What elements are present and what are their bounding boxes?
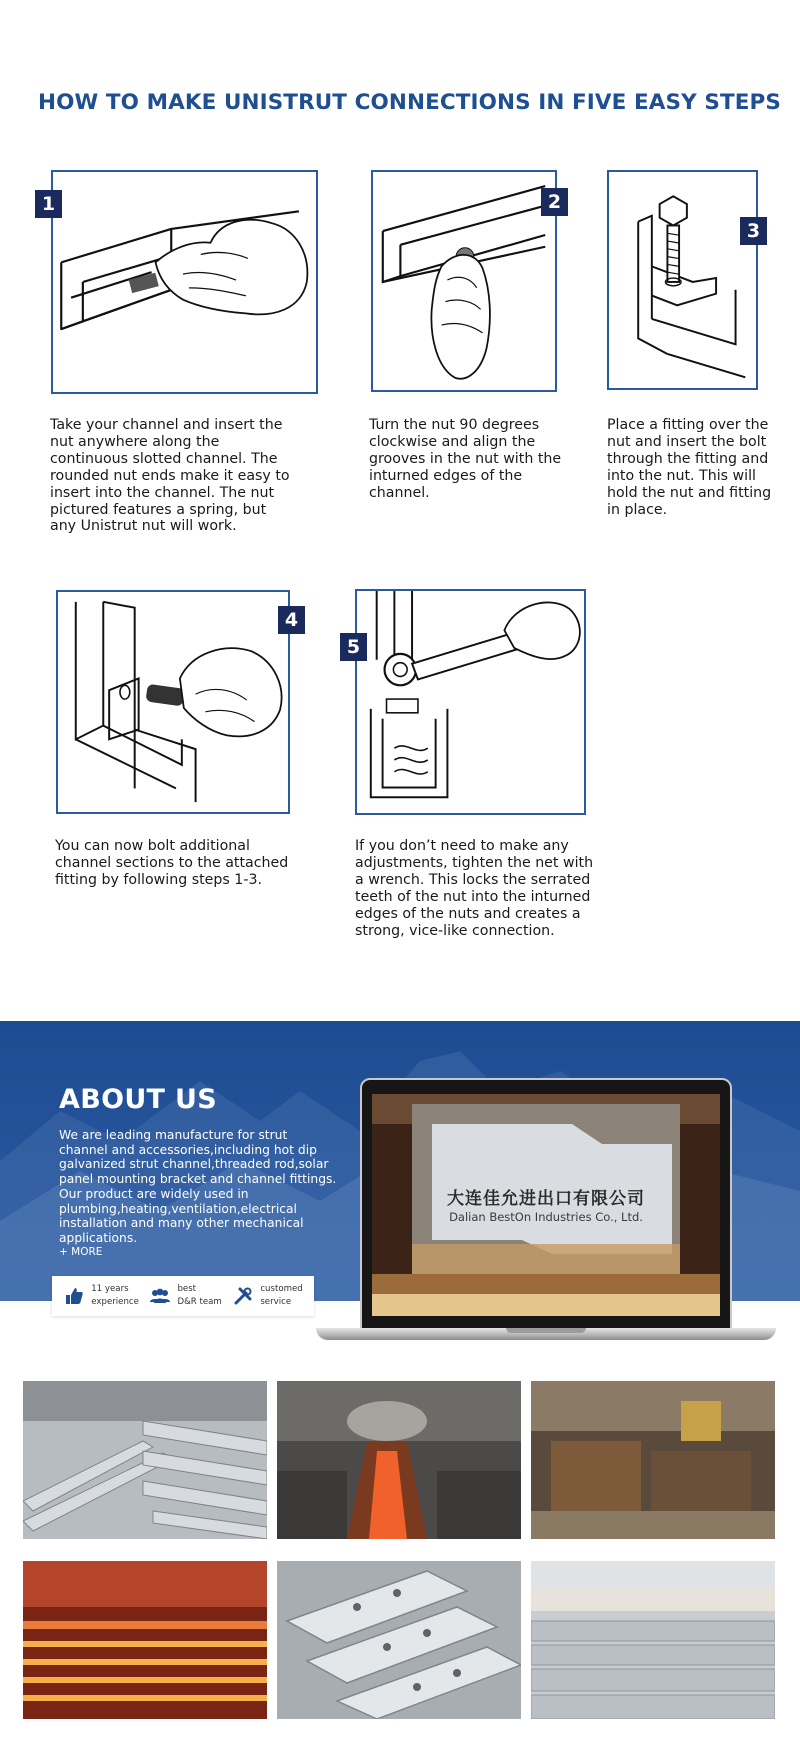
- sign-english-name: Dalian BestOn Industries Co., Ltd.: [449, 1210, 643, 1224]
- gallery-photo-factory-machinery: [531, 1381, 775, 1539]
- gallery-photo-rolling-mill: [277, 1381, 521, 1539]
- feature-service: [232, 1283, 302, 1309]
- tools-icon: [232, 1285, 254, 1307]
- channel-nut-insert-drawing: [53, 172, 316, 392]
- step-3-illustration: [607, 170, 758, 390]
- step-1-description: Take your channel and insert the nut anywhere along the continuous slotted channel. The rounded nut ends make it easy to insert into the channel. The nut pictured features a spring, but any Unistrut nut will work.: [50, 417, 290, 535]
- additional-channel-drawing: [58, 592, 288, 812]
- laptop-lid: [360, 1078, 732, 1330]
- page-title: HOW TO MAKE UNISTRUT CONNECTIONS IN FIVE EASY STEPS: [38, 90, 781, 115]
- step-1-illustration: [51, 170, 318, 394]
- step-5-description: If you don’t need to make any adjustments, tighten the net with a wrench. This locks the serrated teeth of the nut into the inturned edges of the nuts and creates a strong, vice-like connection.: [355, 838, 594, 939]
- laptop-notch: [506, 1328, 586, 1333]
- laptop-image: [316, 1078, 776, 1348]
- team-icon: [149, 1285, 171, 1307]
- feature-experience-line1: 11 years: [91, 1284, 129, 1294]
- feature-team: [149, 1283, 221, 1309]
- feature-experience-line2: experience: [91, 1297, 139, 1307]
- wrench-tighten-drawing: [357, 591, 584, 813]
- step-3-description: Place a fitting over the nut and insert the bolt through the fitting and into the nut. This will hold the nut and fitting in place.: [607, 417, 772, 518]
- more-link[interactable]: + MORE: [59, 1246, 103, 1258]
- feature-team-line2: D&R team: [177, 1297, 222, 1307]
- fitting-bolt-drawing: [609, 172, 756, 388]
- step-4-illustration: [56, 590, 290, 814]
- step-4-description: You can now bolt additional channel sections to the attached fitting by following steps 1-3.: [55, 838, 289, 888]
- step-3-badge: 3: [740, 217, 767, 245]
- step-5-badge: 5: [340, 633, 367, 661]
- step-4-badge: 4: [278, 606, 305, 634]
- step-1-badge: 1: [35, 190, 62, 218]
- company-sign-photo: [372, 1094, 720, 1316]
- about-title: ABOUT US: [59, 1084, 217, 1115]
- sign-chinese-name: 大连佳允进出口有限公司: [447, 1189, 645, 1209]
- feature-experience: [63, 1283, 139, 1309]
- step-2-description: Turn the nut 90 degrees clockwise and align the grooves in the nut with the inturned edges of the channel.: [369, 417, 562, 501]
- about-description: We are leading manufacture for strut channel and accessories,including hot dip galvanized strut channel,threaded rod,solar panel mounting bracket and channel fittings. Our product are widely used in plumbing,heating,ventilation,electrical installation and many other mechanical applications.: [59, 1128, 337, 1245]
- step-2-illustration: [371, 170, 557, 392]
- thumbs-up-icon: [63, 1285, 85, 1307]
- nut-turn-drawing: [373, 172, 555, 390]
- gallery-photo-stacked-channels: [23, 1381, 267, 1539]
- gallery-photo-slotted-channels: [277, 1561, 521, 1719]
- features-bar: [52, 1276, 314, 1316]
- feature-service-line2: service: [260, 1297, 292, 1307]
- feature-team-line1: best: [177, 1284, 197, 1294]
- gallery-photo-stock-yard: [531, 1561, 775, 1719]
- feature-service-line1: customed: [260, 1284, 303, 1294]
- step-5-illustration: [355, 589, 586, 815]
- step-2-badge: 2: [541, 188, 568, 216]
- gallery-photo-furnace-bars: [23, 1561, 267, 1719]
